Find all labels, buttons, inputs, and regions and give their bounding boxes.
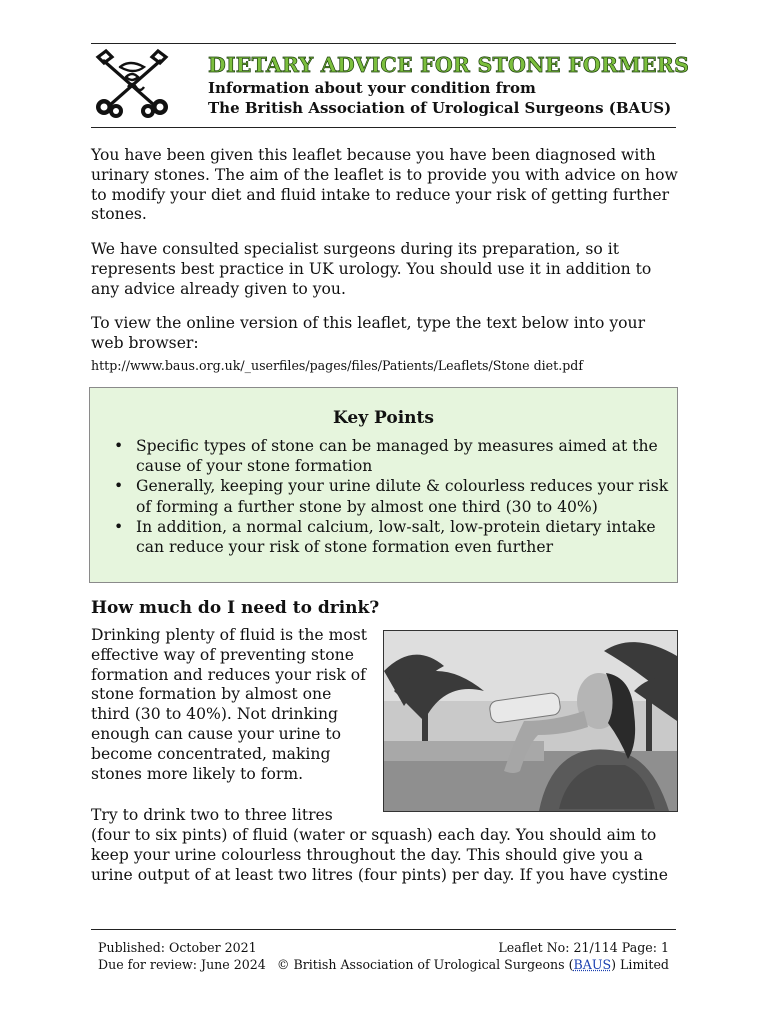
intro-paragraph-3: To view the online version of this leaflet, type the text below into your web browser: <box>91 314 646 352</box>
header-top-rule <box>91 43 676 44</box>
leaflet-number: Leaflet No: 21/114 Page: 1 <box>498 940 669 955</box>
published-date: Published: October 2021 <box>98 940 257 955</box>
drink-paragraph-1: Drinking plenty of fluid is the most effective way of preventing stone formation and reduces your risk of stone formation by almost one third (30 to 40%). Not drinking enough can cause your urine to become concentrated, making stones more likely to form. <box>91 626 368 783</box>
drink-section-heading: How much do I need to drink? <box>91 598 380 618</box>
bullet-icon: • <box>114 437 124 455</box>
baus-crossed-keys-logo <box>90 47 174 119</box>
key-point-item <box>114 517 670 557</box>
review-date: Due for review: June 2024 <box>98 957 266 972</box>
intro-paragraph-2: We have consulted specialist surgeons during its preparation, so it represents best practice in UK urology. You should use it in addition to any advice already given to you. <box>91 240 652 298</box>
copyright-prefix: © British Association of Urological Surgeons ( <box>276 957 574 972</box>
key-point-item <box>114 436 670 476</box>
leaflet-subtitle-line2: The British Association of Urological Surgeons (BAUS) <box>208 99 672 117</box>
leaflet-title: DIETARY ADVICE FOR STONE FORMERS <box>208 53 690 77</box>
copyright-suffix: ) Limited <box>611 957 669 972</box>
key-points-list <box>114 436 670 557</box>
key-point-text: Generally, keeping your urine dilute & colourless reduces your risk of forming a further stone by almost one third (30 to 40%) <box>136 477 669 516</box>
intro-paragraph-1: You have been given this leaflet because you have been diagnosed with urinary stones. The aim of the leaflet is to provide you with advice on how to modify your diet and fluid intake to reduce your risk of getting further stones. <box>91 146 678 224</box>
leaflet-subtitle-line1: Information about your condition from <box>208 79 536 97</box>
header-bottom-rule <box>91 127 676 128</box>
leaflet-url: http://www.baus.org.uk/_userfiles/pages/files/Patients/Leaflets/Stone diet.pdf <box>91 358 583 373</box>
woman-drinking-water-photo <box>383 630 678 812</box>
copyright-notice <box>277 957 669 972</box>
key-point-text: Specific types of stone can be managed by measures aimed at the cause of your stone formation <box>136 437 658 476</box>
bullet-icon: • <box>114 517 124 536</box>
key-points-box <box>89 387 678 583</box>
bullet-icon: • <box>114 477 124 496</box>
key-points-title: Key Points <box>333 408 434 428</box>
baus-link[interactable]: BAUS <box>573 957 612 972</box>
key-point-text: In addition, a normal calcium, low-salt, low-protein dietary intake can reduce your risk of stone formation even further <box>136 517 656 557</box>
key-point-item <box>114 476 670 516</box>
footer-rule <box>91 929 676 930</box>
drink-paragraph-2-rest: (four to six pints) of fluid (water or squash) each day. You should aim to keep your urine colourless throughout the day. This should give you a urine output of at least two litres (four pints) per day. If you have cystine <box>91 826 668 884</box>
drink-paragraph-2-line1: Try to drink two to three litres <box>91 806 333 824</box>
